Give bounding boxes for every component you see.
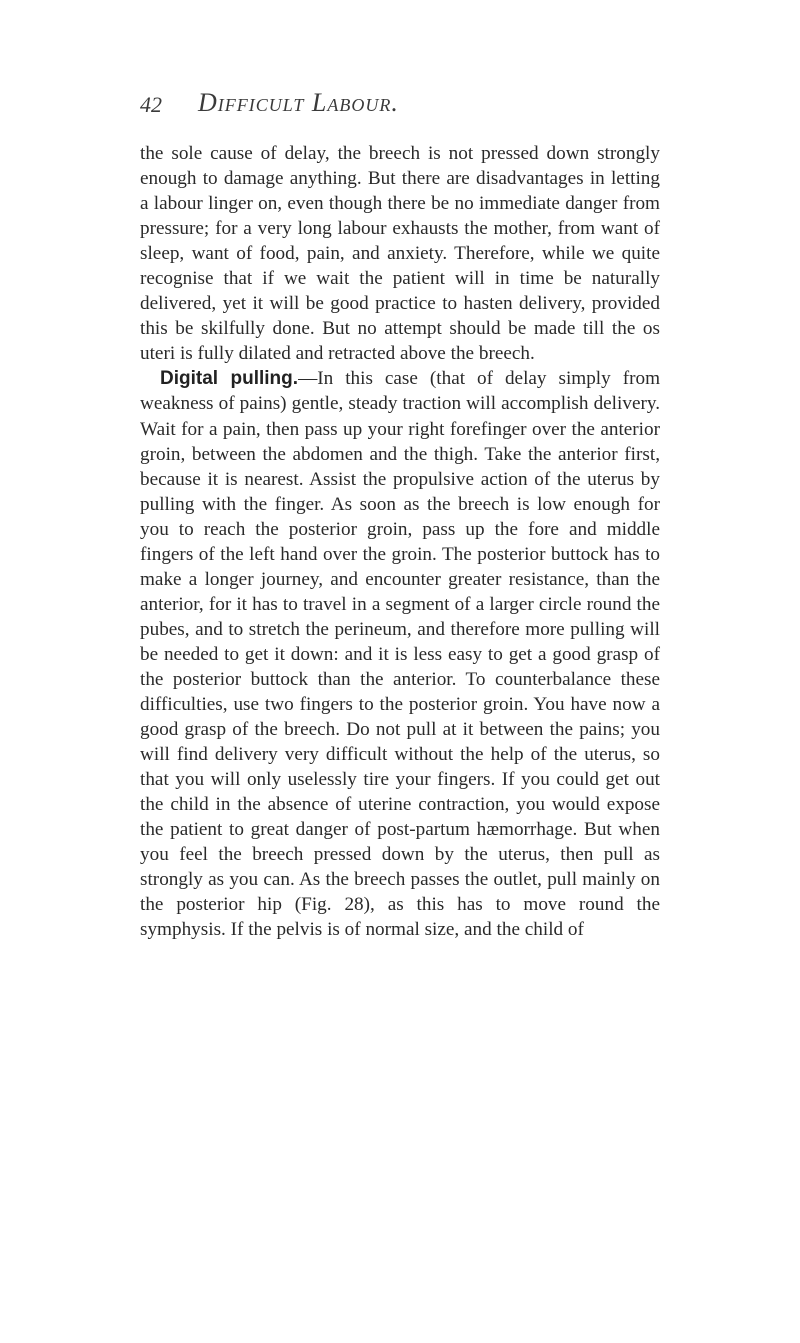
- paragraph-2-text: —In this case (that of delay simply from weakness of pains) gentle, steady traction will accomplish delivery. Wait for a pain, then pass up your right forefinger over the anterior groin, between the abdomen and the thigh. Take the anterior first, because it is nearest. Assist the propulsive action of the uterus by pulling with the finger. As soon as the breech is low enough for you to reach the posterior groin, pass up the fore and middle fingers of the left hand over the groin. The posterior buttock has to make a longer journey, and encounter greater resistance, than the anterior, for it has to travel in a segment of a larger circle round the pubes, and to stretch the perineum, and therefore more pulling will be needed to get it down: and it is less easy to get a good grasp of the posterior buttock than the anterior. To counterbalance these difficulties, use two fingers to the posterior groin. You have now a good grasp of the breech. Do not pull at it between the pains; you will find delivery very difficult without the help of the uterus, so that you will only uselessly tire your fingers. If you could get out the child in the absence of uterine contraction, you would expose the patient to great danger of post-partum hæmorrhage. But when you feel the breech pressed down by the uterus, then pull as strongly as you can. As the breech passes the outlet, pull mainly on the posterior hip (Fig. 28), as this has to move round the symphysis. If the pelvis is of normal size, and the child of: [140, 368, 660, 941]
- body-text: [140, 141, 660, 943]
- running-title: Difficult Labour.: [198, 88, 399, 117]
- paragraph-1-text: the sole cause of delay, the breech is not pressed down strongly enough to damage anything. But there are disadvantages in letting a labour linger on, even though there be no immediate danger from pressure; for a very long labour exhausts the mother, from want of sleep, want of food, pain, and anxiety. Therefore, while we quite recognise that if we wait the patient will in time be naturally delivered, yet it will be good practice to hasten delivery, provided this be skilfully done. But no attempt should be made till the os uteri is fully dilated and retracted above the breech.: [140, 143, 660, 365]
- paragraph-2: [140, 366, 660, 942]
- section-subhead: Digital pulling.: [160, 368, 299, 390]
- page-number: 42: [140, 92, 162, 117]
- page-header: [140, 88, 660, 122]
- paragraph-1: [140, 141, 660, 366]
